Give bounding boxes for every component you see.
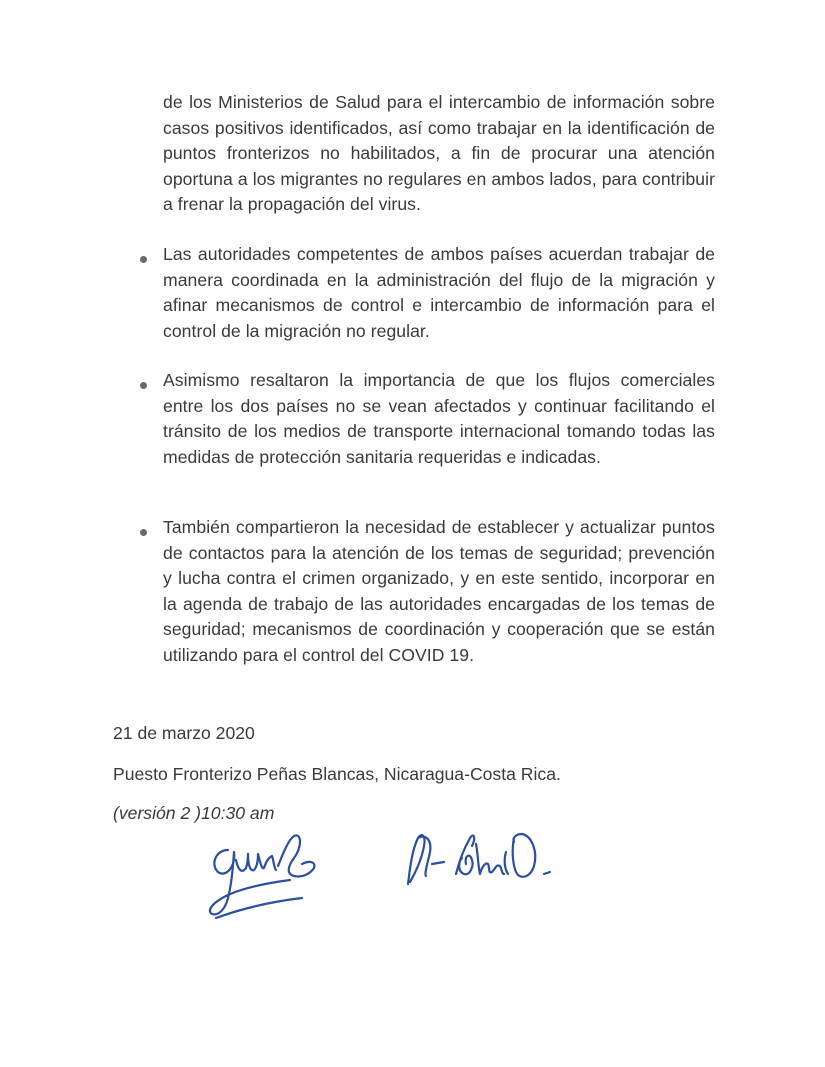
signature-right-icon bbox=[392, 822, 562, 892]
intro-paragraph: de los Ministerios de Salud para el intercambio de información sobre casos positivos identificados, así como trabajar en la identificación de puntos fronterizos no habilitados, a fin de procurar una atención oportuna a los migrantes no regulares en ambos lados, para contribuir a frenar la propagación del virus. bbox=[163, 92, 715, 215]
signature-left-icon bbox=[198, 822, 328, 922]
bullet-dot-icon bbox=[140, 256, 147, 263]
bullet-item-3: También compartieron la necesidad de establecer y actualizar puntos de contactos para la atención de los temas de seguridad; prevención y lucha contra el crimen organizado, y en este sentido, incorporar en la agenda de trabajo de las autoridades encargadas de los temas de seguridad; mecanismos de coordinación y cooperación que se están utilizando para el control del COVID 19. bbox=[163, 517, 715, 665]
document-version: (versión 2 )10:30 am bbox=[113, 803, 275, 823]
bullet-dot-icon bbox=[140, 382, 147, 389]
document-place: Puesto Fronterizo Peñas Blancas, Nicaragua-Costa Rica. bbox=[113, 764, 561, 784]
bullet-item-2: Asimismo resaltaron la importancia de que los flujos comerciales entre los dos países no se vean afectados y continuar facilitando el tránsito de los medios de transporte internacional tomando todas las medidas de protección sanitaria requeridas e indicadas. bbox=[163, 370, 715, 467]
bullet-dot-icon bbox=[140, 529, 147, 536]
bullet-item-1: Las autoridades competentes de ambos países acuerdan trabajar de manera coordinada en la administración del flujo de la migración y afinar mecanismos de control e intercambio de información para el control de la migración no regular. bbox=[163, 244, 715, 341]
document-date: 21 de marzo 2020 bbox=[113, 723, 255, 743]
